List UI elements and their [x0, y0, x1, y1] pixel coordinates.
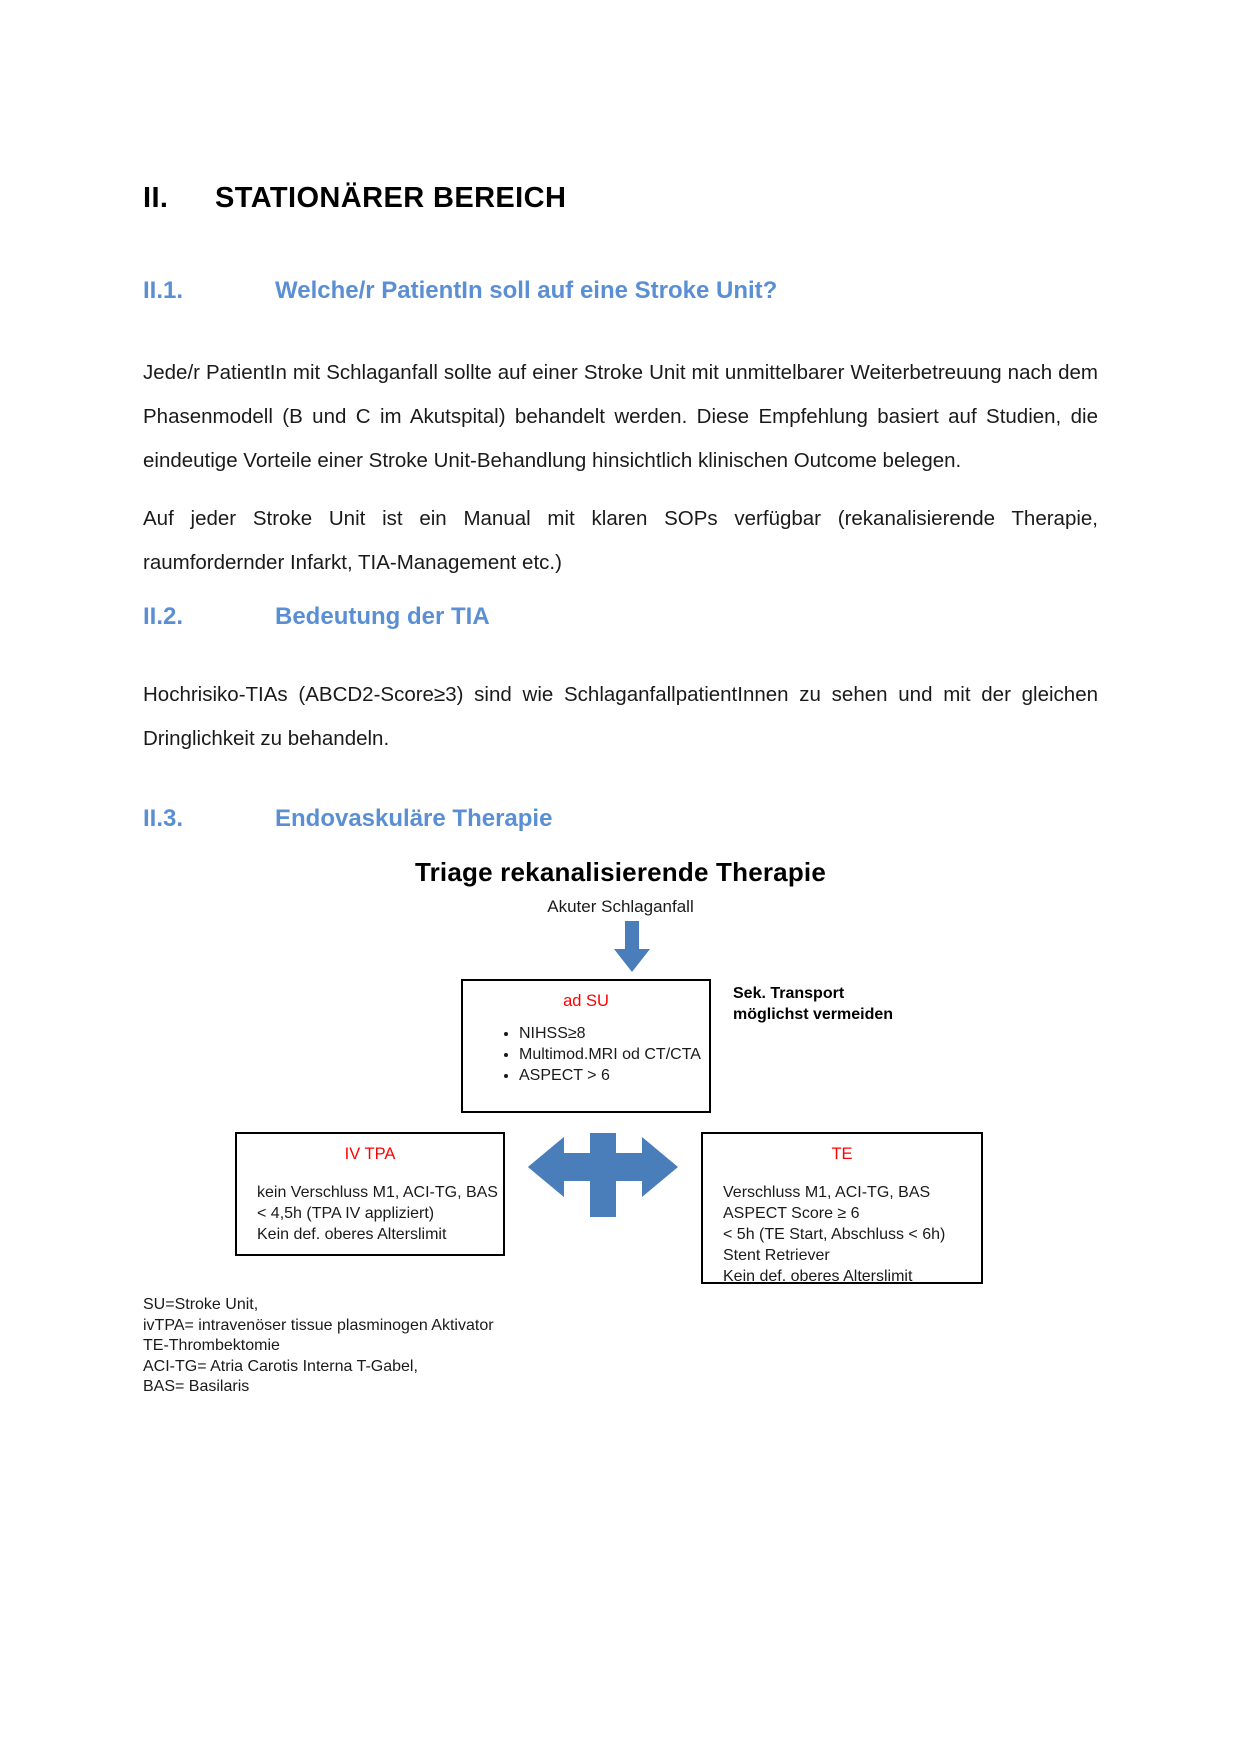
sek-transport-note [733, 983, 893, 1025]
node-iv-tpa-body [237, 1182, 503, 1245]
legend-line: ACI-TG= Atria Carotis Interna T-Gabel, [143, 1357, 418, 1375]
section-heading [143, 0, 1098, 215]
arrow-right-icon [598, 1133, 678, 1217]
figure-legend [143, 1295, 494, 1398]
paragraph-1-2: Auf jeder Stroke Unit ist ein Manual mit klaren SOPs verfügbar (rekanalisierende Therapie, raumfordernder Infarkt, TIA-Management etc.) [143, 507, 1098, 574]
list-item: • ASPECT > 6 [519, 1065, 709, 1086]
triage-flowchart [143, 855, 1098, 1395]
node-te-body [703, 1182, 981, 1287]
section-number: II. [143, 182, 169, 214]
node-te-line: Verschluss M1, ACI-TG, BAS [723, 1184, 931, 1201]
sek-transport-note-line1: Sek. Transport [733, 985, 845, 1002]
node-te-label: TE [831, 1145, 853, 1163]
node-te-line: Kein def. oberes Alterslimit [723, 1268, 913, 1285]
list-item: • Multimod.MRI od CT/CTA [519, 1044, 709, 1065]
subsection-heading-3 [143, 805, 1098, 833]
node-iv-tpa-line: < 4,5h (TPA IV appliziert) [257, 1205, 435, 1222]
paragraph-2-1: Hochrisiko-TIAs (ABCD2-Score≥3) sind wie SchlaganfallpatientInnen zu sehen und mit der gleichen Dringlichkeit zu behandeln. [143, 683, 1098, 750]
node-te [701, 1132, 983, 1284]
section-title: STATIONÄRER BEREICH [215, 182, 567, 214]
node-iv-tpa-line: Kein def. oberes Alterslimit [257, 1226, 447, 1243]
node-ad-su [461, 979, 711, 1113]
subsection-number-1: II.1. [143, 277, 184, 304]
node-te-line: ASPECT Score ≥ 6 [723, 1205, 860, 1222]
arrow-left-icon [528, 1133, 608, 1217]
document-content [143, 0, 1098, 1395]
figure-subtitle: Akuter Schlaganfall [547, 897, 694, 916]
list-item: • NIHSS≥8 [519, 1023, 709, 1044]
legend-line: ivTPA= intravenöser tissue plasminogen Aktivator [143, 1316, 494, 1334]
sek-transport-note-line2: möglichst vermeiden [733, 1006, 894, 1023]
node-iv-tpa-label: IV TPA [344, 1145, 396, 1163]
figure-title: Triage rekanalisierende Therapie [414, 857, 827, 887]
subsection-number-3: II.3. [143, 805, 184, 832]
subsection-heading-2 [143, 603, 1098, 631]
legend-line: SU=Stroke Unit, [143, 1296, 259, 1313]
subsection-heading-1 [143, 277, 1098, 305]
node-ad-su-bullets [463, 1023, 709, 1086]
node-iv-tpa-line: kein Verschluss M1, ACI-TG, BAS [257, 1184, 498, 1201]
subsection-number-2: II.2. [143, 603, 184, 630]
paragraph-1-1: Jede/r PatientIn mit Schlaganfall sollte auf einer Stroke Unit mit unmittelbarer Weiterbetreuung nach dem Phasenmodell (B und C im Akutspital) behandelt werden. Diese Empfehlung basiert auf Studien, die eindeutige Vorteile einer Stroke Unit-Behandlung hinsichtlich klinischen Outcome belegen. [143, 361, 1098, 472]
node-te-line: < 5h (TE Start, Abschluss < 6h) [723, 1226, 946, 1243]
legend-line: TE-Thrombektomie [143, 1337, 280, 1354]
node-iv-tpa [235, 1132, 505, 1256]
subsection-title-1: Welche/r PatientIn soll auf eine Stroke Unit? [275, 277, 778, 304]
node-ad-su-label: ad SU [563, 992, 609, 1010]
subsection-title-3: Endovaskuläre Therapie [275, 805, 553, 832]
arrow-down-icon [613, 921, 651, 973]
node-te-line: Stent Retriever [723, 1247, 830, 1264]
legend-line: BAS= Basilaris [143, 1378, 250, 1395]
subsection-title-2: Bedeutung der TIA [275, 603, 490, 630]
